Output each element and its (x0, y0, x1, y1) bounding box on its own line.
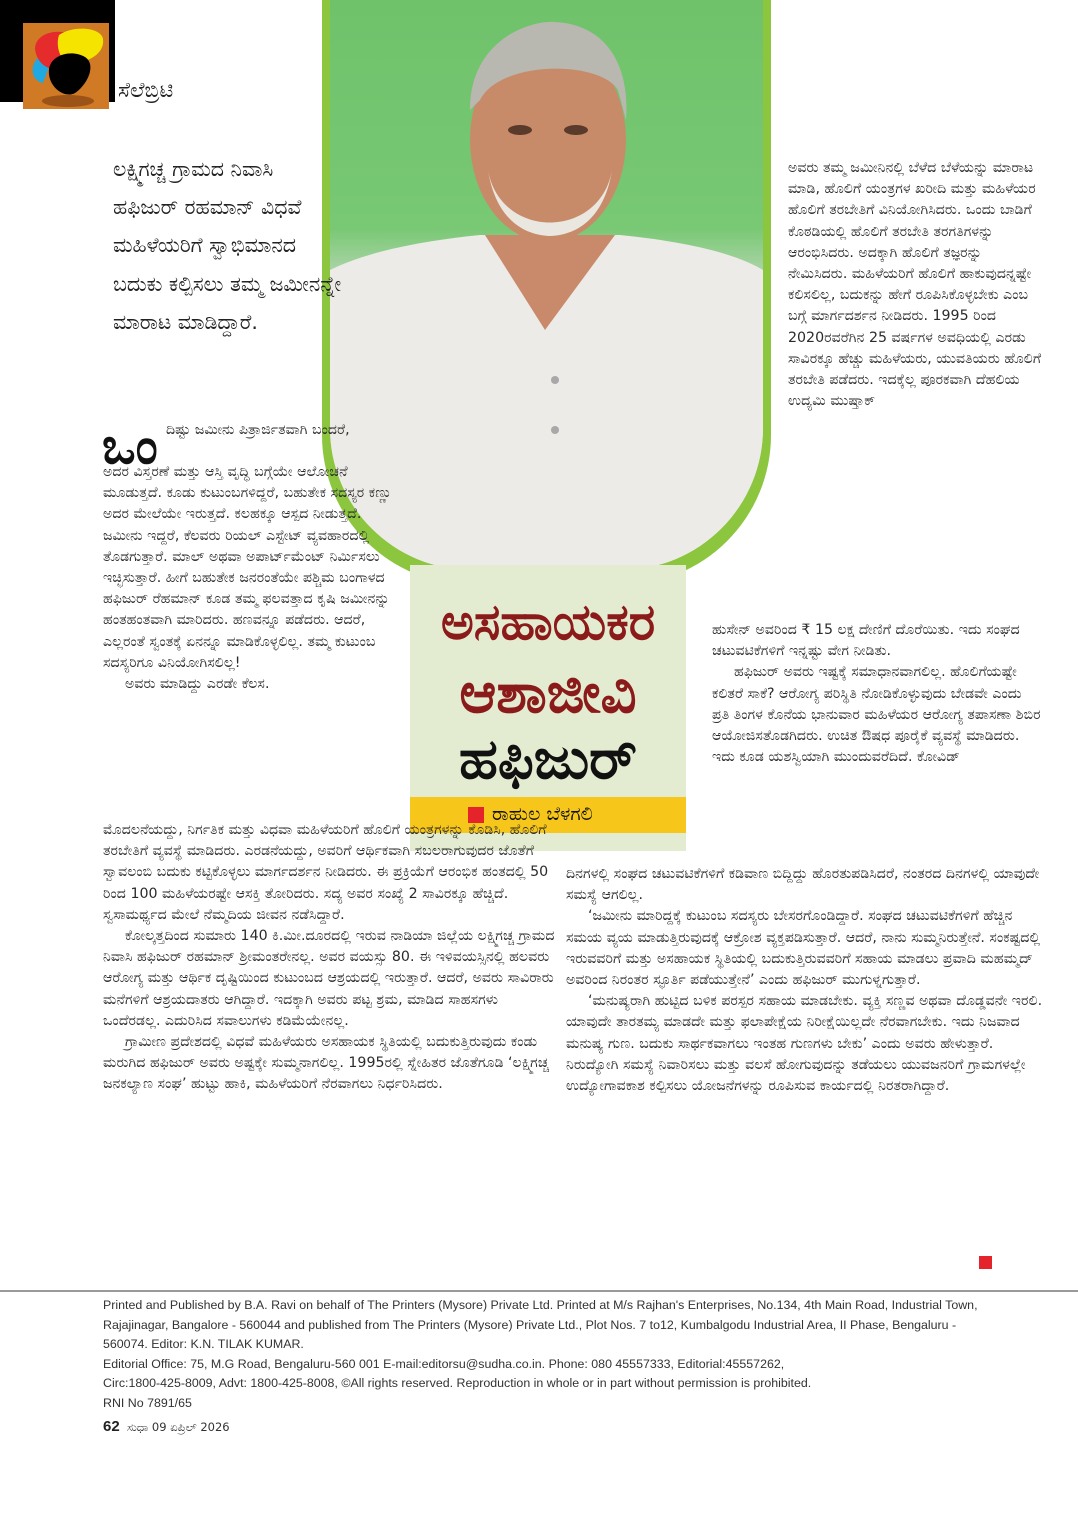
headline-box (410, 565, 686, 851)
headline-line-2: ಆಶಾಜೀವಿ (459, 661, 637, 726)
body-paragraph: ಹಫಿಜುರ್ ಅವರು ಇಷ್ಟಕ್ಕೆ ಸಮಾಧಾನವಾಗಲಿಲ್ಲ. ಹೊಲಿಗೆಯಷ್ಟೇ ಕಲಿತರೆ ಸಾಕೆ? ಆರೋಗ್ಯ ಪರಿಸ್ಥಿತಿ ನೋಡಿಕೊಳ್ಳುವುದು ಬೇಡವೇ ಎಂದು ಪ್ರತಿ ತಿಂಗಳ ಕೊನೆಯ ಭಾನುವಾರ ಮಹಿಳೆಯರ ಆರೋಗ್ಯ ತಪಾಸಣಾ ಶಿಬಿರ ಆಯೋಜಿಸತೊಡಗಿದರು. ಉಚಿತ ಔಷಧ ಪೂರೈಕೆ ವ್ಯವಸ್ಥೆ ಮಾಡಿದರು. ಇದು ಕೂಡ ಯಶಸ್ವಿಯಾಗಿ ಮುಂದುವರೆದಿದೆ. ಕೋವಿಡ್ (712, 664, 1041, 766)
body-paragraph: ದಿನಗಳಲ್ಲಿ ಸಂಘದ ಚಟುವಟಿಕೆಗಳಿಗೆ ಕಡಿವಾಣ ಬಿದ್ದಿದ್ದು ಹೊರತುಪಡಿಸಿದರೆ, ನಂತರದ ದಿನಗಳಲ್ಲಿ ಯಾವುದೇ ಸಮಸ್ಯೆ ಆಗಲಿಲ್ಲ. (566, 866, 1040, 904)
body-column-left-wide (103, 820, 558, 1096)
body-paragraph: ಕೋಲ್ಕತ್ತದಿಂದ ಸುಮಾರು 140 ಕಿ.ಮೀ.ದೂರದಲ್ಲಿ ಇರುವ ನಾಡಿಯಾ ಜಿಲ್ಲೆಯ ಲಕ್ಷ್ಮಿಗಚ್ಚ ಗ್ರಾಮದ ನಿವಾಸಿ ಹಫಿಜುರ್ ರಹಮಾನ್ ಶ್ರೀಮಂತರೇನಲ್ಲ. ಅವರ ವಯಸ್ಸು 80. ಈ ಇಳಿವಯಸ್ಸಿನಲ್ಲಿ ಹಲವರು ಆರೋಗ್ಯ ಮತ್ತು ಆರ್ಥಿಕ ದೃಷ್ಟಿಯಿಂದ ಕುಟುಂಬದ ಆಶ್ರಯದಲ್ಲಿ ಇರುತ್ತಾರೆ. ಆದರೆ, ಅವರು ಸಾವಿರಾರು ಮನೆಗಳಿಗೆ ಆಶ್ರಯದಾತರು ಆಗಿದ್ದಾರೆ. ಇದಕ್ಕಾಗಿ ಅವರು ಪಟ್ಟ ಶ್ರಮ, ಮಾಡಿದ ಸಾಹಸಗಳು ಒಂದೆರಡಲ್ಲ. ಎದುರಿಸಿದ ಸವಾಲುಗಳು ಕಡಿಮೆಯೇನಲ್ಲ. (103, 928, 555, 1029)
body-paragraph: ಹುಸೇನ್ ಅವರಿಂದ ₹ 15 ಲಕ್ಷ ದೇಣಿಗೆ ದೊರೆಯಿತು. ಇದು ಸಂಘದ ಚಟುವಟಿಕೆಗಳಿಗೆ ಇನ್ನಷ್ಟು ವೇಗ ನೀಡಿತು. (712, 622, 1020, 660)
page-number: 62 (103, 1418, 120, 1435)
issue-info: ಸುಧಾ 09 ಏಪ್ರಿಲ್ 2026 (127, 1420, 230, 1434)
body-paragraph: ‘ಜಮೀನು ಮಾರಿದ್ದಕ್ಕೆ ಕುಟುಂಬ ಸದಸ್ಯರು ಬೇಸರಗೊಂಡಿದ್ದಾರೆ. ಸಂಘದ ಚಟುವಟಿಕೆಗಳಿಗೆ ಹೆಚ್ಚಿನ ಸಮಯ ವ್ಯಯ ಮಾಡುತ್ತಿರುವುದಕ್ಕೆ ಆಕ್ರೋಶ ವ್ಯಕ್ತಪಡಿಸುತ್ತಾರೆ. ಆದರೆ, ನಾನು ಸುಮ್ಮನಿರುತ್ತೇನೆ. ಸಂಕಷ್ಟದಲ್ಲಿ ಇರುವವರಿಗೆ ಮತ್ತು ಅಸಹಾಯಕ ಸ್ಥಿತಿಯಲ್ಲಿ ಬದುಕುತ್ತಿರುವವರಿಗೆ ಸಹಾಯ ಮಾಡಲು ಪ್ರವಾದಿ ಮಹಮ್ಮದ್ ಅವರಿಂದ ನಿರಂತರ ಸ್ಫೂರ್ತಿ ಪಡೆಯುತ್ತೇನೆ’ ಎಂದು ಹಫಿಜುರ್ ಮುಗುಳ್ನಗುತ್ತಾರೆ. (566, 908, 1041, 989)
imprint-line: Printed and Published by B.A. Ravi on behalf of The Printers (Mysore) Private Ltd. Printed at M/s Rajhan's Enterprises, No.134, 4th Main Road, Industrial Town, Rajajinagar, Bangalore - 560044 and published from The Printers (Mysore) Private Ltd., Plot Nos. 7 to12, Kumbalgodu Industrial Area, II Phase, Bengaluru - 560074. Editor: K.N. TILAK KUMAR. (103, 1298, 978, 1352)
headline-line-1: ಅಸಹಾಯಕರ (440, 593, 656, 651)
footer-divider (0, 1290, 1078, 1292)
body-paragraph: ಮೊದಲನೆಯದ್ದು, ನಿರ್ಗತಿಕ ಮತ್ತು ವಿಧವಾ ಮಹಿಳೆಯರಿಗೆ ಹೊಲಿಗೆ ಯಂತ್ರಗಳನ್ನು ಕೊಡಿಸಿ, ಹೊಲಿಗೆ ತರಬೇತಿಗೆ ವ್ಯವಸ್ಥೆ ಮಾಡಿದರು. ಎರಡನೆಯದ್ದು, ಅವರಿಗೆ ಆರ್ಥಿಕವಾಗಿ ಸಬಲರಾಗುವುದರ ಜೊತೆಗೆ ಸ್ವಾವಲಂಬಿ ಬದುಕು ಕಟ್ಟಿಕೊಳ್ಳಲು ಮಾರ್ಗದರ್ಶನ ನೀಡಿದರು. ಈ ಪ್ರಕ್ರಿಯೆಗೆ ಆರಂಭಿಕ ಹಂತದಲ್ಲಿ 50 ರಿಂದ 100 ಮಹಿಳೆಯರಷ್ಟೇ ಆಸಕ್ತಿ ತೋರಿದರು. ಸದ್ಯ ಅವರ ಸಂಖ್ಯೆ 2 ಸಾವಿರಕ್ಕೂ ಹೆಚ್ಚಿದೆ. ಸ್ವಸಾಮರ್ಥ್ಯದ ಮೇಲೆ ನೆಮ್ಮದಿಯ ಜೀವನ ನಡೆಸಿದ್ದಾರೆ. (103, 822, 549, 923)
body-column-right-wide (566, 864, 1044, 1097)
section-label: ಸೆಲೆಬ್ರಿಟಿ (118, 78, 174, 102)
body-paragraph: ಅದರ ವಿಸ್ತರಣೆ ಮತ್ತು ಆಸ್ತಿ ವೃದ್ಧಿ ಬಗ್ಗೆಯೇ ಆಲೋಚನೆ ಮೂಡುತ್ತದೆ. ಕೂಡು ಕುಟುಂಬಗಳಿದ್ದರೆ, ಬಹುತೇಕ ಸದಸ್ಯರ ಕಣ್ಣು ಅದರ ಮೇಲೆಯೇ ಇರುತ್ತದೆ. ಕಲಹಕ್ಕೂ ಆಸ್ಪದ ನೀಡುತ್ತದೆ. ಜಮೀನು ಇದ್ದರೆ, ಕೆಲವರು ರಿಯಲ್ ಎಸ್ಟೇಟ್ ವ್ಯವಹಾರದಲ್ಲಿ ತೊಡಗುತ್ತಾರೆ. ಮಾಲ್ ಅಥವಾ ಅಪಾರ್ಟ್‌ಮೆಂಟ್ ನಿರ್ಮಿಸಲು ಇಚ್ಛಿಸುತ್ತಾರೆ. ಹೀಗೆ ಬಹುತೇಕ ಜನರಂತೆಯೇ ಪಶ್ಚಿಮ ಬಂಗಾಳದ ಹಫಿಜುರ್ ರೆಹಮಾನ್ ಕೂಡ ತಮ್ಮ ಫಲವತ್ತಾದ ಕೃಷಿ ಜಮೀನನ್ನು ಹಂತಹಂತವಾಗಿ ಮಾರಿದರು. ಹಣವನ್ನೂ ಪಡೆದರು. ಆದರೆ, ಎಲ್ಲರಂತೆ ಸ್ವಂತಕ್ಕೆ ಏನನ್ನೂ ಮಾಡಿಕೊಳ್ಳಲಿಲ್ಲ. ತಮ್ಮ ಕುಟುಂಬ ಸದಸ್ಯರಿಗೂ ವಿನಿಯೋಗಿಸಲಿಲ್ಲ! (103, 464, 392, 671)
imprint-footer (103, 1296, 1003, 1414)
body-column-right: ಅವರು ತಮ್ಮ ಜಮೀನಿನಲ್ಲಿ ಬೆಳೆದ ಬೆಳೆಯನ್ನು ಮಾರಾಟ ಮಾಡಿ, ಹೊಲಿಗೆ ಯಂತ್ರಗಳ ಖರೀದಿ ಮತ್ತು ಮಹಿಳೆಯರ ಹೊಲಿಗೆ ತರಬೇತಿಗೆ ವಿನಿಯೋಗಿಸಿದರು. ಒಂದು ಬಾಡಿಗೆ ಕೊಠಡಿಯಲ್ಲಿ ಹೊಲಿಗೆ ತರಬೇತಿ ತರಗತಿಗಳನ್ನು ಆರಂಭಿಸಿದರು. ಅದಕ್ಕಾಗಿ ಹೊಲಿಗೆ ತಜ್ಞರನ್ನು ನೇಮಿಸಿದರು. ಮಹಿಳೆಯರಿಗೆ ಹೊಲಿಗೆ ಹಾಕುವುದನ್ನಷ್ಟೇ ಕಲಿಸಲಿಲ್ಲ, ಬದುಕನ್ನು ಹೇಗೆ ರೂಪಿಸಿಕೊಳ್ಳಬೇಕು ಎಂಬ ಬಗ್ಗೆ ಮಾರ್ಗದರ್ಶನ ನೀಡಿದರು. 1995 ರಿಂದ 2020ರವರೆಗಿನ 25 ವರ್ಷಗಳ ಅವಧಿಯಲ್ಲಿ ಎರಡು ಸಾವಿರಕ್ಕೂ ಹೆಚ್ಚು ಮಹಿಳೆಯರು, ಯುವತಿಯರು ಹೊಲಿಗೆ ತರಬೇತಿ ಪಡೆದರು. ಇದಕ್ಕೆಲ್ಲ ಪೂರಕವಾಗಿ ದೆಹಲಿಯ ಉದ್ಯಮಿ ಮುಷ್ತಾಕ್ (788, 160, 1042, 410)
byline-author: ರಾಹುಲ ಬೆಳಗಲಿ (492, 803, 593, 825)
article-intro: ಲಕ್ಷ್ಮಿಗಚ್ಚ ಗ್ರಾಮದ ನಿವಾಸಿ ಹಫಿಜುರ್ ರಹಮಾನ್ ವಿಧವೆ ಮಹಿಳೆಯರಿಗೆ ಸ್ವಾಭಿಮಾನದ ಬದುಕು ಕಲ್ಪಿಸಲು ತಮ್ಮ ಜಮೀನನ್ನೇ ಮಾರಾಟ ಮಾಡಿದ್ದಾರೆ. (113, 157, 342, 334)
imprint-line: Circ:1800-425-8009, Advt: 1800-425-8008, ©All rights reserved. Reproduction in whole or in part without permission is prohibited. (103, 1376, 812, 1391)
body-paragraph: ಗ್ರಾಮೀಣ ಪ್ರದೇಶದಲ್ಲಿ ವಿಧವೆ ಮಹಿಳೆಯರು ಅಸಹಾಯಕ ಸ್ಥಿತಿಯಲ್ಲಿ ಬದುಕುತ್ತಿರುವುದು ಕಂಡು ಮರುಗಿದ ಹಫಿಜುರ್ ಅವರು ಅಷ್ಟಕ್ಕೇ ಸುಮ್ಮನಾಗಲಿಲ್ಲ. 1995ರಲ್ಲಿ ಸ್ನೇಹಿತರ ಜೊತೆಗೂಡಿ ‘ಲಕ್ಷ್ಮಿಗಚ್ಚ ಜನಕಲ್ಯಾಣ ಸಂಘ’ ಹುಟ್ಟು ಹಾಕಿ, ಮಹಿಳೆಯರಿಗೆ ನೆರವಾಗಲು ನಿರ್ಧರಿಸಿದರು. (103, 1034, 549, 1093)
imprint-line: RNI No 7891/65 (103, 1395, 192, 1410)
headline-line-3: ಹಫಿಜುರ್ (459, 727, 637, 792)
body-column-right-mid (712, 620, 1042, 768)
section-logo-icon (23, 23, 109, 109)
body-paragraph: ‘ಮನುಷ್ಯರಾಗಿ ಹುಟ್ಟಿದ ಬಳಿಕ ಪರಸ್ಪರ ಸಹಾಯ ಮಾಡಬೇಕು. ವ್ಯಕ್ತಿ ಸಣ್ಣವ ಅಥವಾ ದೊಡ್ಡವನೇ ಇರಲಿ. ಯಾವುದೇ ತಾರತಮ್ಯ ಮಾಡದೇ ಮತ್ತು ಫಲಾಪೇಕ್ಷೆಯ ನಿರೀಕ್ಷೆಯಿಲ್ಲದೇ ನೆರವಾಗಬೇಕು. ಇದು ನಿಜವಾದ ಮನುಷ್ಯ ಗುಣ. ಬದುಕು ಸಾರ್ಥಕವಾಗಲು ಇಂತಹ ಗುಣಗಳು ಬೇಕು’ ಎಂದು ಅವರು ಹೇಳುತ್ತಾರೆ. ನಿರುದ್ಯೋಗಿ ಸಮಸ್ಯೆ ನಿವಾರಿಸಲು ಮತ್ತು ವಲಸೆ ಹೋಗುವುದನ್ನು ತಡೆಯಲು ಯುವಜನರಿಗೆ ಗ್ರಾಮಗಳಲ್ಲೇ ಉದ್ಯೋಗಾವಕಾಶ ಕಲ್ಪಿಸಲು ಯೋಜನೆಗಳನ್ನು ರೂಪಿಸುವ ಕಾರ್ಯದಲ್ಲಿ ನಿರತರಾಗಿದ್ದಾರೆ. (566, 993, 1043, 1095)
drop-cap: ಒಂ (102, 417, 158, 475)
body-paragraph: ದಿಷ್ಟು ಜಮೀನು ಪಿತ್ರಾರ್ಜಿತವಾಗಿ ಬಂದರೆ, (166, 422, 350, 438)
end-of-article-icon (979, 1256, 992, 1269)
body-paragraph: ಅವರು ಮಾಡಿದ್ದು ಎರಡೇ ಕೆಲಸ. (125, 676, 270, 693)
imprint-line: Editorial Office: 75, M.G Road, Bengaluru-560 001 E-mail:editorsu@sudha.co.in. Phone: 080 45557333, Editorial:45557262, (103, 1356, 785, 1371)
body-column-left (103, 462, 403, 695)
